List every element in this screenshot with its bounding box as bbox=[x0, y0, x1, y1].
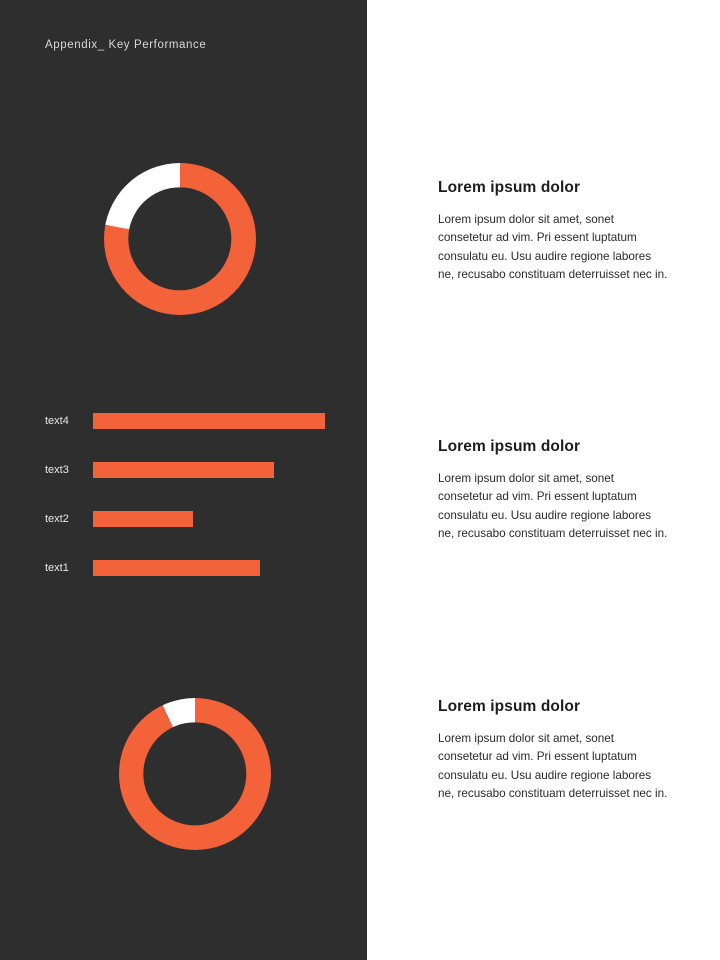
bar-track bbox=[93, 413, 325, 429]
bar-label: text1 bbox=[45, 562, 69, 574]
page-title: Appendix_ Key Performance bbox=[45, 39, 207, 51]
bar-chart bbox=[45, 413, 325, 609]
donut-chart-top bbox=[104, 163, 256, 315]
bar-track bbox=[93, 462, 325, 478]
bar-row bbox=[45, 413, 325, 429]
donut-chart-bottom bbox=[119, 698, 271, 850]
bar-label: text4 bbox=[45, 415, 69, 427]
bar-label: text2 bbox=[45, 513, 69, 525]
bar-track bbox=[93, 560, 325, 576]
bar-row bbox=[45, 560, 325, 576]
donut-hole bbox=[143, 722, 246, 825]
text-block-1 bbox=[438, 179, 668, 285]
bar-track bbox=[93, 511, 325, 527]
donut-hole bbox=[128, 187, 231, 290]
text-block-3 bbox=[438, 698, 668, 804]
text-block-2 bbox=[438, 438, 668, 544]
text-block-title: Lorem ipsum dolor bbox=[438, 698, 581, 715]
bar-fill bbox=[93, 560, 260, 576]
text-block-title: Lorem ipsum dolor bbox=[438, 438, 581, 455]
bar-fill bbox=[93, 413, 325, 429]
bar-fill bbox=[93, 511, 193, 527]
bar-row bbox=[45, 462, 325, 478]
text-block-body: Lorem ipsum dolor sit amet, sonet consetetur ad vim. Pri essent luptatum consulatu eu. Usu audire regione labores ne, recusabo constituam deterruisset nec in. bbox=[438, 213, 668, 282]
text-block-title: Lorem ipsum dolor bbox=[438, 179, 581, 196]
bar-fill bbox=[93, 462, 274, 478]
text-block-body: Lorem ipsum dolor sit amet, sonet consetetur ad vim. Pri essent luptatum consulatu eu. Usu audire regione labores ne, recusabo constituam deterruisset nec in. bbox=[438, 472, 668, 541]
bar-row bbox=[45, 511, 325, 527]
bar-label: text3 bbox=[45, 464, 69, 476]
text-block-body: Lorem ipsum dolor sit amet, sonet consetetur ad vim. Pri essent luptatum consulatu eu. Usu audire regione labores ne, recusabo constituam deterruisset nec in. bbox=[438, 732, 668, 801]
